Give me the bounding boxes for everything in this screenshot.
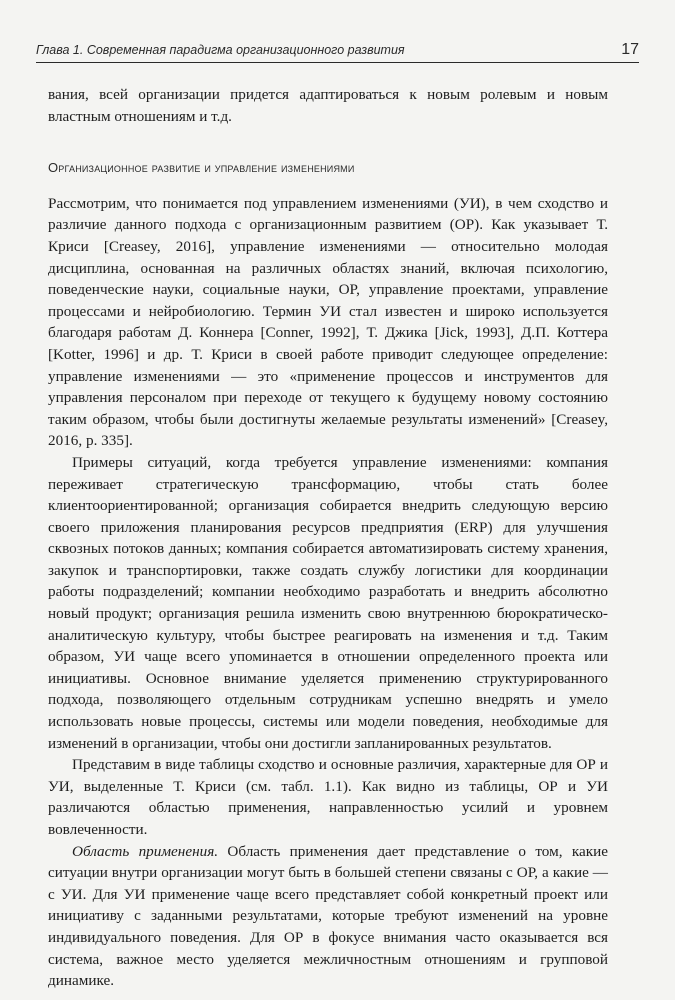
paragraph-scope (48, 841, 608, 992)
paragraph-table-reference: Представим в виде таблицы сходство и основные различия, характерные для ОР и УИ, выделенные Т. Криси (см. табл. 1.1). Как видно из таблицы, ОР и УИ различаются областью применения, направленностью усилий и уровнем вовлеченности. (48, 756, 608, 838)
page-number: 17 (621, 41, 639, 58)
section-heading: Организационное развитие и управление изменениями (48, 160, 355, 176)
running-header (36, 38, 639, 63)
scope-term: Область применения. (72, 842, 219, 860)
paragraph-definition: Рассмотрим, что понимается под управлением изменениями (УИ), в чем сходство и различие данного подхода с организационным развитием (ОР). Как указывает Т. Криси [Creasey, 2016], управление изменениями — относительно молодая дисциплина, основанная на различных областях знаний, включая психологию, поведенческие науки, социальные науки, ОР, управление проектами, управление процессами и нейробиологию. Термин УИ стал известен и широко используется благодаря работам Д. Коннера [Conner, 1992], Т. Джика [Jick, 1993], Д.П. Коттера [Kotter, 1996] и др. Т. Криси в своей работе приводит следующее определение: управление изменениями — это «применение процессов и инструментов для управления персоналом при переходе от текущего к будущему новому состоянию таким образом, чтобы были достигнуты желаемые результаты изменений» [Creasey, 2016, p. 335]. (48, 194, 608, 450)
page-body (48, 84, 608, 992)
chapter-title: Глава 1. Современная парадигма организационного развития (36, 43, 405, 57)
paragraph-examples: Примеры ситуаций, когда требуется управление изменениями: компания переживает стратегическую трансформацию, чтобы стать более клиентоориентированной; организация собирается внедрить следующую версию своего приложения планирования ресурсов предприятия (ERP) для улучшения сквозных потоков данных; компания собирается автоматизировать систему хранения, закупок и транспортировки, также создать службу логистики для координации работы подразделений; компании необходимо разработать и внедрить абсолютно новый продукт; организация решила изменить свою внутреннюю бюрократическо-аналитическую культуру, чтобы быстрее реагировать на изменения и т.д. Таким образом, УИ чаще всего упоминается в отношении определенного проекта или инициативы. Основное внимание уделяется применению структурированного подхода, позволяющего отдельным сотрудникам успешно внедрять и умело использовать новые процессы, системы или модели поведения, необходимые для изменений в организации, чтобы они достигли запланированных результатов. (48, 453, 608, 752)
scope-text: Область применения дает представление о том, какие ситуации внутри организации могут быть в большей степени связаны с ОР, а какие — с УИ. Для УИ применение чаще всего представляет собой конкретный проект или инициативу с заданными результатами, которые требуют изменений на уровне индивидуального поведения. Для ОР в фокусе внимания часто оказывается вся система, важное место уделяется межличностным отношениям и групповой динамике. (48, 842, 608, 990)
continuation-paragraph: вания, всей организации придется адаптироваться к новым ролевым и новым властным отношениям и т.д. (48, 86, 608, 125)
